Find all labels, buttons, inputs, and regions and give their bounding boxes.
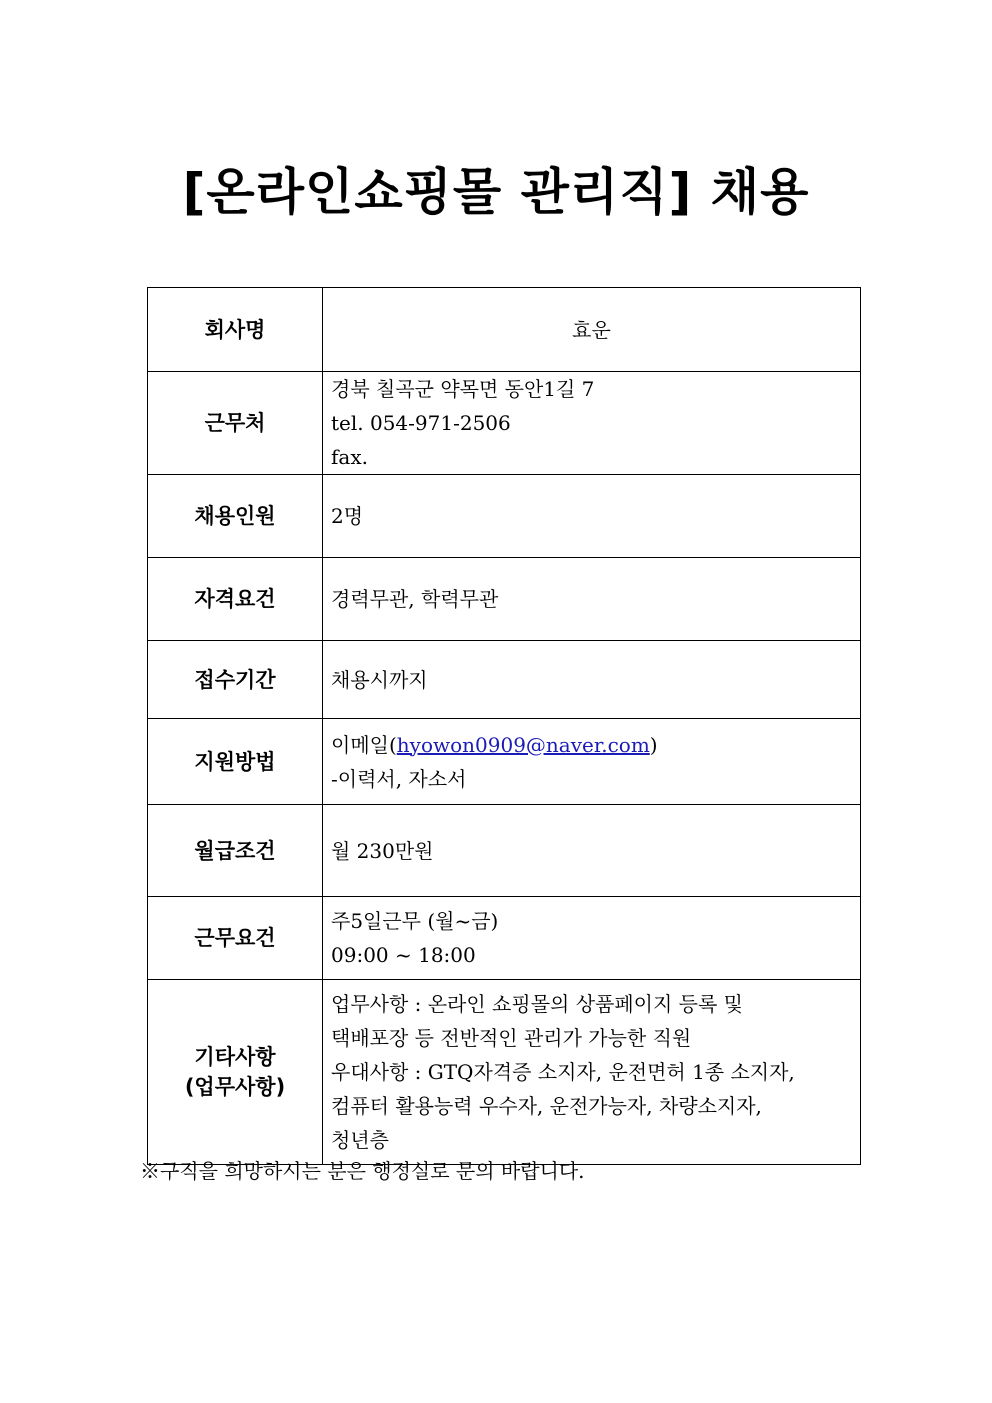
label-qualification: 자격요건: [148, 558, 323, 641]
label-workplace: 근무처: [148, 372, 323, 475]
footnote: ※구직을 희망하시는 분은 행정실로 문의 바랍니다.: [140, 1159, 585, 1183]
workplace-fax: fax.: [331, 445, 368, 469]
table-row-salary: [148, 805, 861, 897]
table-row-etc: [148, 980, 861, 1165]
table-row-company: [148, 288, 861, 372]
table-row-period: [148, 641, 861, 719]
label-company: 회사명: [148, 288, 323, 372]
job-info-table: [147, 287, 861, 1165]
etc-line: 업무사항 : 온라인 쇼핑몰의 상품페이지 등록 및: [331, 992, 743, 1016]
page-title: [온라인쇼핑몰 관리직] 채용: [182, 163, 810, 221]
value-company: 효운: [323, 288, 861, 372]
label-etc: [148, 980, 323, 1165]
conditions-days: 주5일근무 (월~금): [331, 909, 499, 933]
label-conditions: 근무요건: [148, 897, 323, 980]
apply-email-suffix: ): [649, 732, 658, 757]
label-etc-line1: 기타사항: [194, 1045, 276, 1069]
value-qualification: 경력무관, 학력무관: [323, 558, 861, 641]
apply-docs: -이력서, 자소서: [331, 766, 467, 791]
etc-line: 컴퓨터 활용능력 우수자, 운전가능자, 차량소지자,: [331, 1094, 762, 1118]
email-link[interactable]: hyowon0909@naver.com: [396, 732, 650, 757]
value-salary: 월 230만원: [323, 805, 861, 897]
label-period: 접수기간: [148, 641, 323, 719]
label-apply: 지원방법: [148, 719, 323, 805]
conditions-hours: 09:00 ~ 18:00: [331, 943, 476, 967]
workplace-address: 경북 칠곡군 약목면 동안1길 7: [331, 377, 595, 401]
table-row-conditions: [148, 897, 861, 980]
etc-line: 우대사항 : GTQ자격증 소지자, 운전면허 1종 소지자,: [331, 1060, 795, 1084]
table-row-headcount: [148, 475, 861, 558]
table-row-workplace: [148, 372, 861, 475]
value-etc: [323, 980, 861, 1165]
table-row-qualification: [148, 558, 861, 641]
value-conditions: [323, 897, 861, 980]
label-etc-line2: (업무사항): [184, 1075, 286, 1099]
apply-email-prefix: 이메일(: [331, 732, 397, 757]
value-headcount: 2명: [323, 475, 861, 558]
etc-line: 청년층: [331, 1128, 389, 1152]
table-row-apply: [148, 719, 861, 805]
value-apply: [323, 719, 861, 805]
etc-line: 택배포장 등 전반적인 관리가 가능한 직원: [331, 1026, 692, 1050]
workplace-tel: tel. 054-971-2506: [331, 411, 511, 435]
label-salary: 월급조건: [148, 805, 323, 897]
value-period: 채용시까지: [323, 641, 861, 719]
apply-email-line: [331, 728, 860, 762]
value-workplace: [323, 372, 861, 475]
label-headcount: 채용인원: [148, 475, 323, 558]
